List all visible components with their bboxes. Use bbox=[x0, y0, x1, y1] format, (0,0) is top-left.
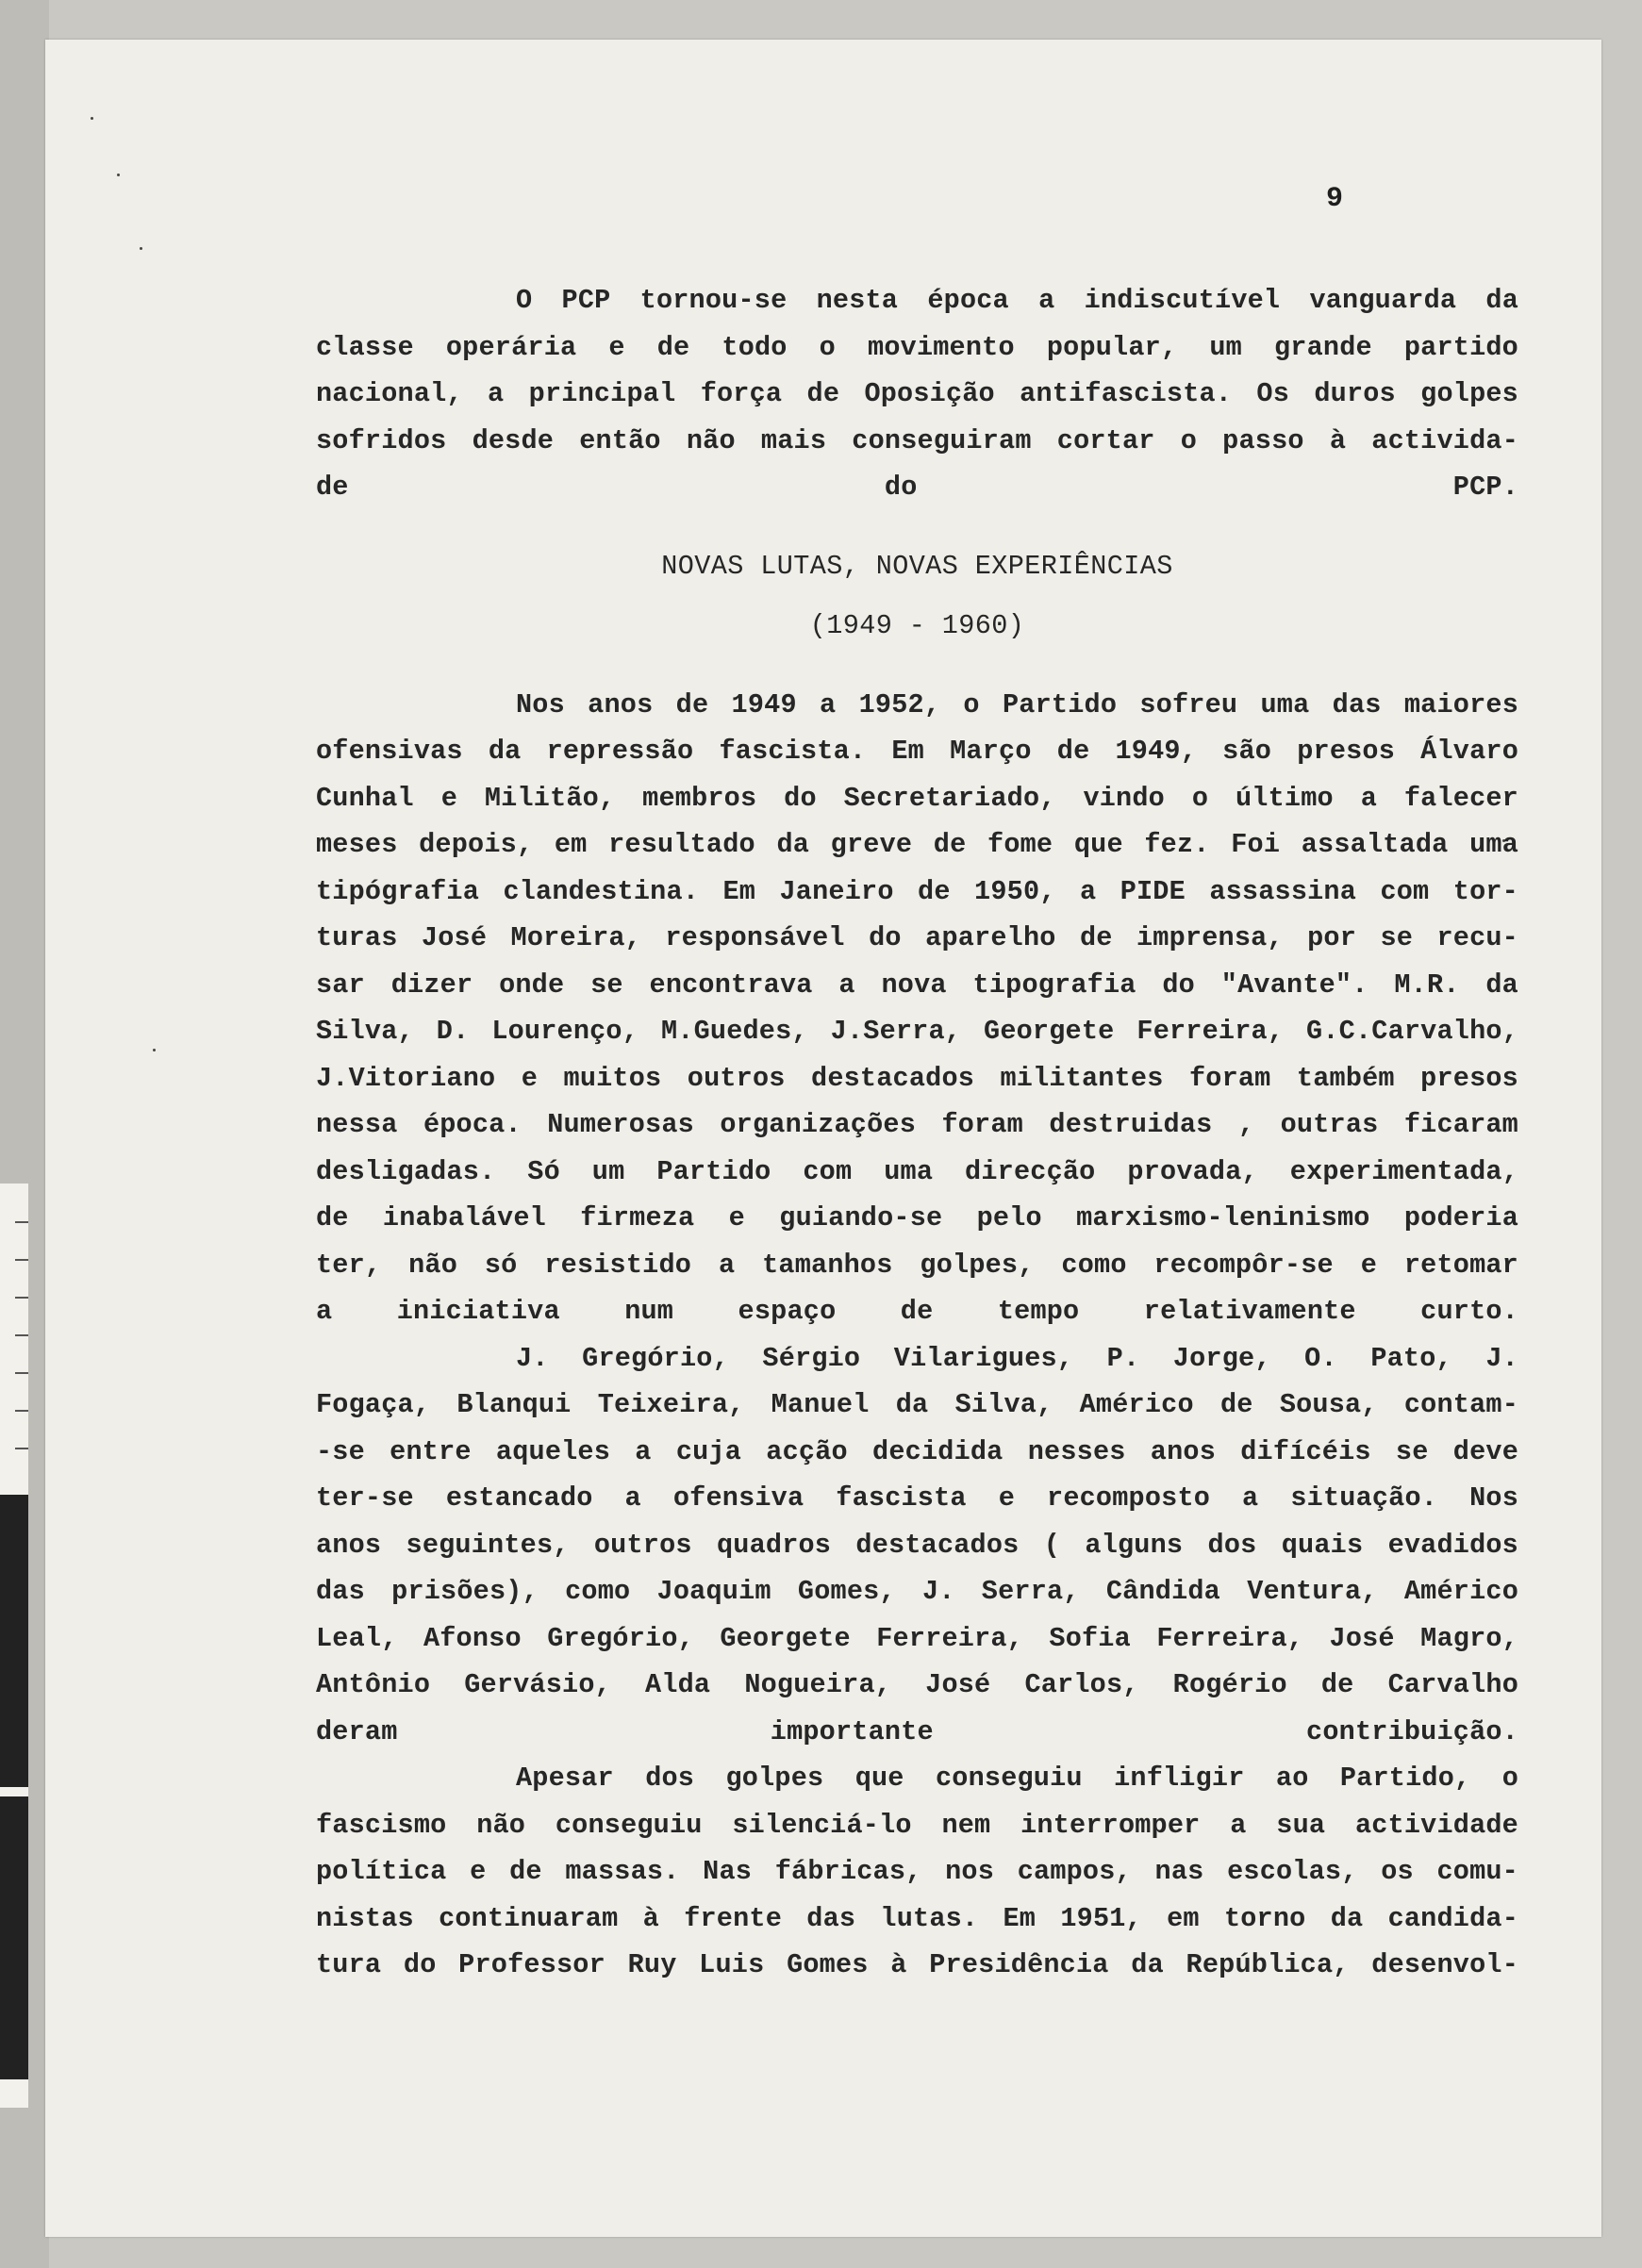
text-line: Leal, Afonso Gregório, Georgete Ferreira, Sofia Ferreira, José Magro, bbox=[316, 1622, 1518, 1654]
paragraph-body-2 bbox=[316, 1335, 1518, 1756]
text-line: anos seguintes, outros quadros destacados ( alguns dos quais evadidos bbox=[316, 1529, 1518, 1561]
text-line: -se entre aqueles a cuja acção decidida nesses anos difícéis se deve bbox=[316, 1435, 1518, 1467]
scale-tick bbox=[15, 1221, 28, 1223]
text-line: nacional, a principal força de Oposição antifascista. Os duros golpes bbox=[316, 378, 1518, 409]
text-line: nistas continuaram à frente das lutas. Em 1951, em torno da candida- bbox=[316, 1902, 1518, 1934]
page-number: 9 bbox=[1326, 183, 1344, 215]
scale-white-segment bbox=[0, 1787, 28, 1796]
text-line: sofridos desde então não mais conseguiram cortar o passo à activida- bbox=[316, 424, 1518, 456]
text-line: de do PCP. bbox=[316, 472, 1518, 503]
text-line: turas José Moreira, responsável do aparelho de imprensa, por se recu- bbox=[316, 922, 1518, 953]
text-line: sar dizer onde se encontrava a nova tipografia do "Avante". M.R. da bbox=[316, 968, 1518, 1001]
paper-speck bbox=[140, 247, 142, 250]
text-line: desligadas. Só um Partido com uma direcção provada, experimentada, bbox=[316, 1155, 1518, 1187]
scale-tick bbox=[15, 1259, 28, 1261]
text-line: de inabalável firmeza e guiando-se pelo marxismo-leninismo poderia bbox=[316, 1202, 1518, 1233]
scale-tick bbox=[15, 1372, 28, 1374]
text-line: Apesar dos golpes que conseguiu infligir ao Partido, o bbox=[516, 1763, 1518, 1794]
scale-tick bbox=[15, 1297, 28, 1299]
paper-speck bbox=[117, 174, 120, 176]
section-heading: NOVAS LUTAS, NOVAS EXPERIÊNCIAS bbox=[661, 550, 1173, 582]
text-line: fascismo não conseguiu silenciá-lo nem interromper a sua actividade bbox=[316, 1809, 1518, 1841]
scan-color-scale bbox=[0, 1184, 28, 2108]
text-line: ofensivas da repressão fascista. Em Março de 1949, são presos Álvaro bbox=[316, 736, 1518, 767]
text-line: Silva, D. Lourenço, M.Guedes, J.Serra, Georgete Ferreira, G.C.Carvalho, bbox=[316, 1016, 1518, 1047]
text-line: Fogaça, Blanqui Teixeira, Manuel da Silva, Américo de Sousa, contam- bbox=[316, 1389, 1518, 1420]
paragraph-body-1 bbox=[316, 682, 1518, 1335]
text-line: das prisões), como Joaquim Gomes, J. Serra, Cândida Ventura, Américo bbox=[316, 1576, 1518, 1607]
paragraph-body-3 bbox=[316, 1755, 1518, 1989]
text-line: política e de massas. Nas fábricas, nos campos, nas escolas, os comu- bbox=[316, 1856, 1518, 1887]
text-line: classe operária e de todo o movimento popular, um grande partido bbox=[316, 331, 1518, 363]
scale-tick bbox=[15, 1410, 28, 1412]
paper-speck bbox=[91, 117, 93, 120]
text-line: deram importante contribuição. bbox=[316, 1715, 1518, 1747]
text-line: ter, não só resistido a tamanhos golpes, como recompôr-se e retomar bbox=[316, 1249, 1518, 1281]
text-line: tipógrafia clandestina. Em Janeiro de 1950, a PIDE assassina com tor- bbox=[316, 875, 1518, 907]
text-line: tura do Professor Ruy Luis Gomes à Presidência da República, desenvol- bbox=[316, 1949, 1518, 1980]
text-line: meses depois, em resultado da greve de fome que fez. Foi assaltada uma bbox=[316, 829, 1518, 860]
text-line: Cunhal e Militão, membros do Secretariado, vindo o último a falecer bbox=[316, 782, 1518, 814]
text-line: J.Vitoriano e muitos outros destacados militantes foram também presos bbox=[316, 1062, 1518, 1094]
section-dates: (1949 - 1960) bbox=[809, 610, 1025, 641]
text-line: ter-se estancado a ofensiva fascista e recomposto a situação. Nos bbox=[316, 1482, 1518, 1514]
scale-tick bbox=[15, 1448, 28, 1449]
text-line: a iniciativa num espaço de tempo relativamente curto. bbox=[316, 1296, 1518, 1327]
paper-speck bbox=[153, 1049, 156, 1051]
text-line: nessa época. Numerosas organizações foram destruidas , outras ficaram bbox=[316, 1109, 1518, 1140]
text-line: Nos anos de 1949 a 1952, o Partido sofreu uma das maiores bbox=[516, 688, 1518, 720]
scale-tick bbox=[15, 1334, 28, 1336]
document-body bbox=[316, 277, 1518, 1989]
scale-white-segment bbox=[0, 2079, 28, 2108]
text-line: Antônio Gervásio, Alda Nogueira, José Carlos, Rogério de Carvalho bbox=[316, 1669, 1518, 1700]
text-line: O PCP tornou-se nesta época a indiscutível vanguarda da bbox=[516, 285, 1518, 316]
paragraph-intro bbox=[316, 277, 1518, 511]
text-line: J. Gregório, Sérgio Vilarigues, P. Jorge, O. Pato, J. bbox=[516, 1342, 1518, 1374]
